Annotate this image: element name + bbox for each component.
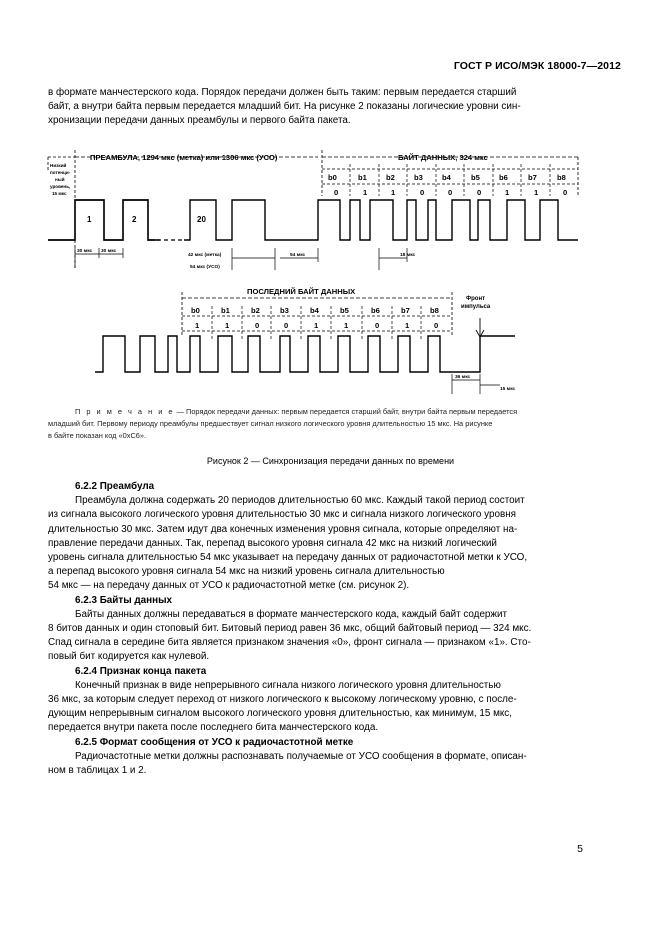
bit-value: 1 bbox=[534, 188, 539, 197]
bit-label: b7 bbox=[528, 173, 537, 182]
preamble-label: ПРЕАМБУЛА, 1294 мкс (метка) или 1306 мкс (УСО) bbox=[90, 153, 278, 162]
bit-value: 0 bbox=[477, 188, 482, 197]
bit-label: b3 bbox=[414, 173, 423, 182]
dim-54-uso-label: 54 мкс (УСО) bbox=[190, 265, 220, 270]
timing-diagram-figure bbox=[0, 0, 661, 400]
bit-value: 0 bbox=[448, 188, 453, 197]
bit-value: 1 bbox=[195, 321, 200, 330]
period-number: 1 bbox=[87, 215, 92, 224]
left-label-line: уровень, bbox=[50, 184, 71, 189]
bit-value: 0 bbox=[334, 188, 339, 197]
bit-label: b5 bbox=[471, 173, 480, 182]
body-line: 54 мкс — на передачу данных от УСО к радиочастотной метке (см. рисунок 2). bbox=[48, 580, 410, 592]
dim-15-label: 15 мкс bbox=[500, 387, 516, 392]
body-line: 8 битов данных и один стоповый бит. Битовый период равен 36 мкс, общий байтовый период — 324 мкс. bbox=[48, 623, 532, 635]
bit-value: 0 bbox=[420, 188, 425, 197]
period-number: 2 bbox=[132, 215, 137, 224]
left-label-line: ный bbox=[55, 177, 65, 182]
bit-label: b8 bbox=[557, 173, 566, 182]
bit-label: b4 bbox=[310, 306, 319, 315]
section-heading: 6.2.3 Байты данных bbox=[75, 594, 172, 606]
bit-label: b7 bbox=[401, 306, 410, 315]
left-label-line: потенци- bbox=[50, 170, 71, 175]
note-line: младший бит. Первому периоду преамбулы предшествует сигнал низкого логического уровня длительностью 15 мкс. На рисунке bbox=[48, 419, 493, 428]
body-text bbox=[48, 480, 584, 778]
figure-caption: Рисунок 2 — Синхронизация передачи данных по времени bbox=[206, 456, 455, 466]
body-line: правление передачи данных. Так, перепад высокого уровня сигнала 42 мкс на низкий логический bbox=[48, 537, 497, 549]
note-line: — Порядок передачи данных: первым передается старший байт, внутри байта первым передается bbox=[174, 407, 518, 416]
dim-30-label: 30 мкс bbox=[77, 249, 93, 254]
bit-label: b4 bbox=[442, 173, 451, 182]
bit-value: 1 bbox=[344, 321, 349, 330]
intro-line: в формате манчестерского кода. Порядок передачи должен быть таким: первым передается старший bbox=[48, 87, 517, 98]
left-label-line: Низкий bbox=[50, 163, 67, 168]
body-line: Конечный признак в виде непрерывного сигнала низкого логического уровня длительностью bbox=[75, 679, 501, 691]
body-line: 36 мкс, за которым следует переход от низкого логического к высокому логическому уровню, с после- bbox=[48, 694, 517, 706]
body-line: уровень сигнала длительностью 54 мкс указывает на передачу данных от радиочастотной метки к УСО, bbox=[48, 552, 528, 564]
body-line: ном в таблицах 1 и 2. bbox=[48, 765, 147, 777]
body-line: повый бит кодируется как нулевой. bbox=[48, 651, 210, 663]
dim-30-label: 30 мкс bbox=[101, 249, 117, 254]
bit-value: 1 bbox=[405, 321, 410, 330]
bit-label: b1 bbox=[221, 306, 230, 315]
dim-54-label: 54 мкс bbox=[290, 253, 306, 258]
bit-label: b0 bbox=[191, 306, 200, 315]
bit-label: b0 bbox=[328, 173, 337, 182]
body-line: а перепад высокого уровня сигнала 54 мкс на низкий уровень сигнала длительностью bbox=[48, 566, 445, 578]
bit-value: 0 bbox=[284, 321, 289, 330]
body-line: Байты данных должны передаваться в формате манчестерского кода, каждый байт содержит bbox=[75, 608, 508, 620]
section-heading: 6.2.4 Признак конца пакета bbox=[75, 665, 207, 677]
bit-value: 1 bbox=[314, 321, 319, 330]
bit-label: b2 bbox=[251, 306, 260, 315]
bit-value: 1 bbox=[505, 188, 510, 197]
body-line: дующим непрерывным сигналом высокого логического уровня длительностью, как минимум, 15 мкс, bbox=[48, 708, 512, 720]
period-number: 20 bbox=[197, 215, 206, 224]
intro-line: байт, а внутри байта первым передается младший бит. На рисунке 2 показаны логические уровни син- bbox=[48, 101, 521, 113]
body-line: Спад сигнала в середине бита является признаком значения «0», фронт сигнала — признаком «1». Сто- bbox=[48, 637, 531, 649]
note-label: П р и м е ч а н и е bbox=[75, 407, 175, 416]
note-line: в байте показан код «0хС6». bbox=[48, 431, 147, 440]
document-header: ГОСТ Р ИСО/МЭК 18000-7—2012 bbox=[453, 60, 621, 72]
body-line: длительностью 30 мкс. Затем идут два конечных изменения уровня сигнала, которые определяют на- bbox=[48, 523, 518, 535]
bit-value: 1 bbox=[225, 321, 230, 330]
page-number: 5 bbox=[577, 843, 583, 855]
bit-value: 1 bbox=[391, 188, 396, 197]
byte-label: БАЙТ ДАННЫХ, 324 мкс bbox=[398, 153, 488, 162]
bit-label: b6 bbox=[371, 306, 380, 315]
body-line: Преамбула должна содержать 20 периодов длительностью 60 мкс. Каждый такой период состоит bbox=[75, 495, 525, 507]
section-heading: 6.2.2 Преамбула bbox=[75, 481, 155, 492]
dim-36-label: 36 мкс bbox=[455, 375, 471, 380]
bit-label: b6 bbox=[499, 173, 508, 182]
body-line: Радиочастотные метки должны распознавать получаемые от УСО сообщения в формате, описан- bbox=[75, 750, 527, 762]
front-label-line: Фронт bbox=[466, 296, 486, 302]
section-heading: 6.2.5 Формат сообщения от УСО к радиочастотной метке bbox=[75, 736, 354, 748]
left-label-line: 15 мкс bbox=[52, 191, 67, 196]
bit-label: b3 bbox=[280, 306, 289, 315]
bit-value: 1 bbox=[363, 188, 368, 197]
body-line: из сигнала высокого логического уровня длительностью 30 мкс и сигнала низкого логического уровня bbox=[48, 509, 517, 521]
bit-label: b8 bbox=[430, 306, 439, 315]
dim-18-label: 18 мкс bbox=[400, 253, 416, 258]
intro-line: хронизации передачи данных преамбулы и первого байта пакета. bbox=[48, 115, 351, 127]
last-byte-title: ПОСЛЕДНИЙ БАЙТ ДАННЫХ bbox=[247, 287, 356, 296]
body-line: передается внутри пакета после последнего бита манчестерского кода. bbox=[48, 722, 379, 734]
bit-value: 0 bbox=[434, 321, 439, 330]
bit-label: b1 bbox=[358, 173, 367, 182]
bit-value: 0 bbox=[255, 321, 260, 330]
dim-42-label: 42 мкс (метка) bbox=[188, 253, 222, 258]
bit-label: b2 bbox=[386, 173, 395, 182]
figure-note bbox=[48, 406, 584, 442]
front-label-line: импульса bbox=[461, 304, 491, 310]
bit-label: b5 bbox=[340, 306, 349, 315]
bit-value: 0 bbox=[375, 321, 380, 330]
bit-value: 0 bbox=[563, 188, 568, 197]
